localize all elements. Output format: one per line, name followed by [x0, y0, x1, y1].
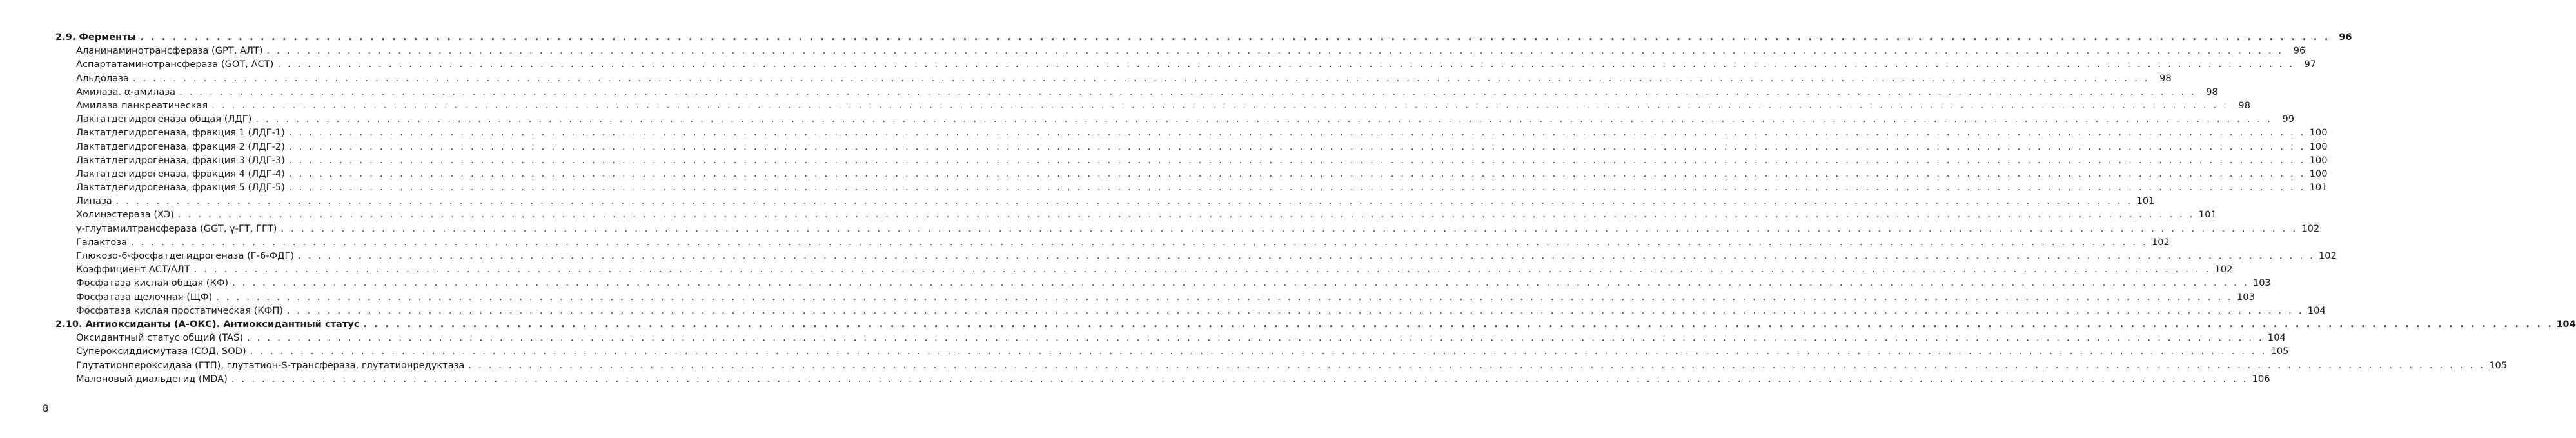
toc-page-number: 100 [2309, 154, 2328, 166]
toc-entry-row [55, 85, 2218, 99]
toc-title: Оксидантный статус общий (TAS) [76, 332, 244, 344]
toc-entry-row [55, 99, 2250, 112]
toc-dot-leader: . . . . . . . . . . . . . . . . . . . . . . . . . . . . . . . . . . . . . . . . . . . . . . . . . . . . . . . . . . . . . . . . . . . . . . . . . . . . . . . . . . . . . . . . . . . . . . . . . . . . . . . . . . . . . . . . . . . . . . . . . . . . . . . . . . . . . . . . . . . . . . . . . . . . . . . . . . . . . . . . . . . . . . . . . . . . . . . . . . . . . . . . . . . . . . . . . . . . . . . . [232, 277, 2249, 289]
toc-dot-leader: . . . . . . . . . . . . . . . . . . . . . . . . . . . . . . . . . . . . . . . . . . . . . . . . . . . . . . . . . . . . . . . . . . . . . . . . . . . . . . . . . . . . . . . . . . . . . . . . . . . . . . . . . . . . . . . . . . . . . . . . . . . . . . . . . . . . . . . . . . . . . . . . . . . . . . . . . . . . . . . . . . . . . . . . . . . . . . . . . . . . . . . . . . . . . . . . . . . . . . . . [177, 209, 2195, 221]
toc-page-number: 101 [2136, 195, 2155, 207]
toc-entry-row [55, 194, 2155, 208]
toc-entry-row [55, 249, 2337, 263]
toc-title: 2.10. Антиоксиданты (А-ОКС). Антиоксидантный статус [55, 318, 360, 330]
toc-title: Лактатдегидрогеназа общая (ЛДГ) [76, 114, 252, 125]
toc-dot-leader: . . . . . . . . . . . . . . . . . . . . . . . . . . . . . . . . . . . . . . . . . . . . . . . . . . . . . . . . . . . . . . . . . . . . . . . . . . . . . . . . . . . . . . . . . . . . . . . . . . . . . . . . . . . . . . . . . . . . . . . . . . . . . . . . . . . . . . . . . . . . . . . . . . . . . . . . . . . . . . . . . . . . . . . . . . . . . . . . . . . . . . . . . . . . . . . . . . . . . . . . [288, 154, 2306, 166]
toc-entry-row [55, 276, 2271, 290]
toc-page-number: 98 [2238, 99, 2250, 111]
toc-dot-leader: . . . . . . . . . . . . . . . . . . . . . . . . . . . . . . . . . . . . . . . . . . . . . . . . . . . . . . . . . . . . . . . . . . . . . . . . . . . . . . . . . . . . . . . . . . . . . . . . . . . . . . . . . . . . . . . . . . . . . . . . . . . . . . . . . . . . . . . . . . . . . . . . . . . . . . . . . . . . . . . . . . . . . . . . . . . . . . . . . . . . . . . . . . . . . . . . . . . . . . . . [247, 332, 2264, 344]
toc-page-number: 96 [2293, 45, 2306, 57]
table-of-contents [55, 30, 2576, 386]
toc-title: Лактатдегидрогеназа, фракция 5 (ЛДГ-5) [76, 182, 285, 194]
toc-entry-row [55, 263, 2233, 276]
toc-page-number: 96 [2339, 32, 2352, 43]
toc-dot-leader: . . . . . . . . . . . . . . . . . . . . . . . . . . . . . . . . . . . . . . . . . . . . . . . . . . . . . . . . . . . . . . . . . . . . . . . . . . . . . . . . . . . . . . . . . . . . . . . . . . . . . . . . . . . . . . . . . . . . . . . . . . . . . . . . . . . . . . . . . . . . . . . . . . . . . . . . . . . . . . . . . . . . . . . . . . . . . . . . . . . . . . . . . . . . . . . . . . . . . . . . [363, 318, 2554, 330]
toc-dot-leader: . . . . . . . . . . . . . . . . . . . . . . . . . . . . . . . . . . . . . . . . . . . . . . . . . . . . . . . . . . . . . . . . . . . . . . . . . . . . . . . . . . . . . . . . . . . . . . . . . . . . . . . . . . . . . . . . . . . . . . . . . . . . . . . . . . . . . . . . . . . . . . . . . . . . . . . . . . . . . . . . . . . . . . . . . . . . . . . . . . . . . . . . . . . . . . . . . . . . . . . . [132, 72, 2150, 84]
toc-title: 2.9. Ферменты [55, 32, 136, 43]
toc-title: Лактатдегидрогеназа, фракция 4 (ЛДГ-4) [76, 168, 285, 179]
toc-dot-leader: . . . . . . . . . . . . . . . . . . . . . . . . . . . . . . . . . . . . . . . . . . . . . . . . . . . . . . . . . . . . . . . . . . . . . . . . . . . . . . . . . . . . . . . . . . . . . . . . . . . . . . . . . . . . . . . . . . . . . . . . . . . . . . . . . . . . . . . . . . . . . . . . . . . . . . . . . . . . . . . . . . . . . . . . . . . . . . . . . . . . . . . . . . . . . . . . . . . . . . . . [139, 32, 2330, 43]
toc-title: Малоновый диальдегид (MDA) [76, 373, 228, 384]
toc-page-number: 106 [2252, 373, 2270, 384]
toc-entry-row [55, 181, 2328, 194]
toc-title: γ-глутамилтрансфераза (GGT, γ-ГТ, ГГТ) [76, 223, 277, 234]
toc-dot-leader: . . . . . . . . . . . . . . . . . . . . . . . . . . . . . . . . . . . . . . . . . . . . . . . . . . . . . . . . . . . . . . . . . . . . . . . . . . . . . . . . . . . . . . . . . . . . . . . . . . . . . . . . . . . . . . . . . . . . . . . . . . . . . . . . . . . . . . . . . . . . . . . . . . . . . . . . . . . . . . . . . . . . . . . . . . . . . . . . . . . . . . . . . . . . . . . . . . . . . . . . [277, 59, 2295, 70]
toc-entry-row [55, 372, 2270, 386]
toc-page-number: 102 [2301, 223, 2320, 234]
toc-dot-leader: . . . . . . . . . . . . . . . . . . . . . . . . . . . . . . . . . . . . . . . . . . . . . . . . . . . . . . . . . . . . . . . . . . . . . . . . . . . . . . . . . . . . . . . . . . . . . . . . . . . . . . . . . . . . . . . . . . . . . . . . . . . . . . . . . . . . . . . . . . . . . . . . . . . . . . . . . . . . . . . . . . . . . . . . . . . . . . . . . . . . . . . . . . . . . . . . . . . . . . . . [298, 250, 2315, 261]
toc-title: Глюкозо-6-фосфатдегидрогеназа (Г-6-ФДГ) [76, 250, 295, 261]
toc-page-number: 97 [2304, 59, 2317, 70]
toc-entry-row [55, 222, 2320, 235]
toc-section-row [55, 317, 2576, 331]
toc-dot-leader: . . . . . . . . . . . . . . . . . . . . . . . . . . . . . . . . . . . . . . . . . . . . . . . . . . . . . . . . . . . . . . . . . . . . . . . . . . . . . . . . . . . . . . . . . . . . . . . . . . . . . . . . . . . . . . . . . . . . . . . . . . . . . . . . . . . . . . . . . . . . . . . . . . . . . . . . . . . . . . . . . . . . . . . . . . . . . . . . . . . . . . . . . . . . . . . . . . . . . . . . [288, 141, 2306, 152]
toc-title: Амилаза. α-амилаза [76, 86, 176, 97]
toc-page-number: 105 [2270, 346, 2289, 357]
toc-page-number: 101 [2309, 182, 2328, 194]
toc-page-number: 99 [2282, 114, 2295, 125]
toc-page-number: 102 [2318, 250, 2337, 261]
toc-page-number: 102 [2214, 264, 2233, 275]
toc-entry-row [55, 112, 2295, 126]
toc-page-number: 100 [2309, 141, 2328, 152]
toc-entry-row [55, 154, 2328, 167]
toc-entry-row [55, 304, 2326, 317]
toc-title: Холинэстераза (ХЭ) [76, 209, 174, 221]
toc-entry-row [55, 44, 2306, 57]
toc-dot-leader: . . . . . . . . . . . . . . . . . . . . . . . . . . . . . . . . . . . . . . . . . . . . . . . . . . . . . . . . . . . . . . . . . . . . . . . . . . . . . . . . . . . . . . . . . . . . . . . . . . . . . . . . . . . . . . . . . . . . . . . . . . . . . . . . . . . . . . . . . . . . . . . . . . . . . . . . . . . . . . . . . . . . . . . . . . . . . . . . . . . . . . . . . . . . . . . . . . . . . . . . [131, 236, 2148, 248]
toc-dot-leader: . . . . . . . . . . . . . . . . . . . . . . . . . . . . . . . . . . . . . . . . . . . . . . . . . . . . . . . . . . . . . . . . . . . . . . . . . . . . . . . . . . . . . . . . . . . . . . . . . . . . . . . . . . . . . . . . . . . . . . . . . . . . . . . . . . . . . . . . . . . . . . . . . . . . . . . . . . . . . . . . . . . . . . . . . . . . . . . . . . . . . . . . . . . . . . . . . . . . . . . . [288, 182, 2306, 194]
toc-page-number: 101 [2198, 209, 2217, 221]
toc-title: Глутатионпероксидаза (ГТП), глутатион-S-трансфераза, глутатионредуктаза [76, 359, 465, 371]
toc-title: Аспартатаминотрансфераза (GOT, АСТ) [76, 59, 274, 70]
toc-title: Лактатдегидрогеназа, фракция 2 (ЛДГ-2) [76, 141, 285, 152]
toc-title: Аланинаминотрансфераза (GPT, АЛТ) [76, 45, 263, 57]
toc-title: Липаза [76, 195, 112, 207]
toc-title: Лактатдегидрогеназа, фракция 3 (ЛДГ-3) [76, 154, 285, 166]
page-number: 8 [43, 403, 49, 414]
toc-dot-leader: . . . . . . . . . . . . . . . . . . . . . . . . . . . . . . . . . . . . . . . . . . . . . . . . . . . . . . . . . . . . . . . . . . . . . . . . . . . . . . . . . . . . . . . . . . . . . . . . . . . . . . . . . . . . . . . . . . . . . . . . . . . . . . . . . . . . . . . . . . . . . . . . . . . . . . . . . . . . . . . . . . . . . . . . . . . . . . . . . . . . . . . . . . . . . . . . . . . . . . . . [216, 291, 2233, 303]
toc-dot-leader: . . . . . . . . . . . . . . . . . . . . . . . . . . . . . . . . . . . . . . . . . . . . . . . . . . . . . . . . . . . . . . . . . . . . . . . . . . . . . . . . . . . . . . . . . . . . . . . . . . . . . . . . . . . . . . . . . . . . . . . . . . . . . . . . . . . . . . . . . . . . . . . . . . . . . . . . . . . . . . . . . . . . . . . . . . . . . . . . . . . . . . . . . . . . . . . . . . . . . . . . [288, 127, 2306, 139]
toc-dot-leader: . . . . . . . . . . . . . . . . . . . . . . . . . . . . . . . . . . . . . . . . . . . . . . . . . . . . . . . . . . . . . . . . . . . . . . . . . . . . . . . . . . . . . . . . . . . . . . . . . . . . . . . . . . . . . . . . . . . . . . . . . . . . . . . . . . . . . . . . . . . . . . . . . . . . . . . . . . . . . . . . . . . . . . . . . . . . . . . . . . . . . . . . . . . . . . . . . . . . . . . . [115, 195, 2133, 207]
toc-dot-leader: . . . . . . . . . . . . . . . . . . . . . . . . . . . . . . . . . . . . . . . . . . . . . . . . . . . . . . . . . . . . . . . . . . . . . . . . . . . . . . . . . . . . . . . . . . . . . . . . . . . . . . . . . . . . . . . . . . . . . . . . . . . . . . . . . . . . . . . . . . . . . . . . . . . . . . . . . . . . . . . . . . . . . . . . . . . . . . . . . . . . . . . . . . . . . . . . . . . . . . . . [266, 45, 2284, 57]
toc-page-number: 104 [2267, 332, 2286, 344]
toc-page-number: 104 [2307, 304, 2326, 316]
toc-section-row [55, 30, 2352, 44]
toc-dot-leader: . . . . . . . . . . . . . . . . . . . . . . . . . . . . . . . . . . . . . . . . . . . . . . . . . . . . . . . . . . . . . . . . . . . . . . . . . . . . . . . . . . . . . . . . . . . . . . . . . . . . . . . . . . . . . . . . . . . . . . . . . . . . . . . . . . . . . . . . . . . . . . . . . . . . . . . . . . . . . . . . . . . . . . . . . . . . . . . . . . . . . . . . . . . . . . . . . . . . . . . . [280, 223, 2298, 234]
toc-page-number: 103 [2252, 277, 2271, 289]
toc-dot-leader: . . . . . . . . . . . . . . . . . . . . . . . . . . . . . . . . . . . . . . . . . . . . . . . . . . . . . . . . . . . . . . . . . . . . . . . . . . . . . . . . . . . . . . . . . . . . . . . . . . . . . . . . . . . . . . . . . . . . . . . . . . . . . . . . . . . . . . . . . . . . . . . . . . . . . . . . . . . . . . . . . . . . . . . . . . . . . . . . . . . . . . . . . . . . . . . . . . . . . . . . [287, 304, 2304, 316]
toc-entry-row [55, 126, 2328, 139]
toc-dot-leader: . . . . . . . . . . . . . . . . . . . . . . . . . . . . . . . . . . . . . . . . . . . . . . . . . . . . . . . . . . . . . . . . . . . . . . . . . . . . . . . . . . . . . . . . . . . . . . . . . . . . . . . . . . . . . . . . . . . . . . . . . . . . . . . . . . . . . . . . . . . . . . . . . . . . . . . . . . . . . . . . . . . . . . . . . . . . . . . . . . . . . . . . . . . . . . . . . . . . . . . . [288, 168, 2306, 179]
toc-title: Фосфатаза щелочная (ЩФ) [76, 291, 213, 303]
toc-page-number: 105 [2489, 359, 2508, 371]
toc-dot-leader: . . . . . . . . . . . . . . . . . . . . . . . . . . . . . . . . . . . . . . . . . . . . . . . . . . . . . . . . . . . . . . . . . . . . . . . . . . . . . . . . . . . . . . . . . . . . . . . . . . . . . . . . . . . . . . . . . . . . . . . . . . . . . . . . . . . . . . . . . . . . . . . . . . . . . . . . . . . . . . . . . . . . . . . . . . . . . . . . . . . . . . . . . . . . . . . . . . . . . . . . [468, 359, 2486, 371]
toc-title: Фосфатаза кислая общая (КФ) [76, 277, 229, 289]
toc-entry-row [55, 167, 2328, 181]
toc-entry-row [55, 140, 2328, 154]
toc-title: Фосфатаза кислая простатическая (КФП) [76, 304, 284, 316]
toc-page-number: 103 [2237, 291, 2255, 303]
toc-entry-row [55, 208, 2217, 221]
toc-title: Супероксиддисмутаза (СОД, SOD) [76, 346, 246, 357]
toc-title: Галактоза [76, 236, 128, 248]
toc-entry-row [55, 344, 2289, 358]
toc-entry-row [55, 72, 2172, 85]
toc-page-number: 104 [2556, 318, 2576, 330]
toc-title: Коэффициент АСТ/АЛТ [76, 264, 190, 275]
toc-entry-row [55, 359, 2508, 372]
toc-title: Альдолаза [76, 72, 129, 84]
toc-page-number: 102 [2151, 236, 2170, 248]
toc-dot-leader: . . . . . . . . . . . . . . . . . . . . . . . . . . . . . . . . . . . . . . . . . . . . . . . . . . . . . . . . . . . . . . . . . . . . . . . . . . . . . . . . . . . . . . . . . . . . . . . . . . . . . . . . . . . . . . . . . . . . . . . . . . . . . . . . . . . . . . . . . . . . . . . . . . . . . . . . . . . . . . . . . . . . . . . . . . . . . . . . . . . . . . . . . . . . . . . . . . . . . . . . [255, 114, 2273, 125]
toc-entry-row [55, 331, 2286, 344]
toc-title: Амилаза панкреатическая [76, 99, 208, 111]
toc-entry-row [55, 235, 2170, 249]
toc-dot-leader: . . . . . . . . . . . . . . . . . . . . . . . . . . . . . . . . . . . . . . . . . . . . . . . . . . . . . . . . . . . . . . . . . . . . . . . . . . . . . . . . . . . . . . . . . . . . . . . . . . . . . . . . . . . . . . . . . . . . . . . . . . . . . . . . . . . . . . . . . . . . . . . . . . . . . . . . . . . . . . . . . . . . . . . . . . . . . . . . . . . . . . . . . . . . . . . . . . . . . . . . [231, 373, 2248, 384]
toc-page-number: 98 [2206, 86, 2218, 97]
toc-title: Лактатдегидрогеназа, фракция 1 (ЛДГ-1) [76, 127, 285, 139]
toc-dot-leader: . . . . . . . . . . . . . . . . . . . . . . . . . . . . . . . . . . . . . . . . . . . . . . . . . . . . . . . . . . . . . . . . . . . . . . . . . . . . . . . . . . . . . . . . . . . . . . . . . . . . . . . . . . . . . . . . . . . . . . . . . . . . . . . . . . . . . . . . . . . . . . . . . . . . . . . . . . . . . . . . . . . . . . . . . . . . . . . . . . . . . . . . . . . . . . . . . . . . . . . . [193, 264, 2211, 275]
toc-page-number: 100 [2309, 168, 2328, 179]
toc-dot-leader: . . . . . . . . . . . . . . . . . . . . . . . . . . . . . . . . . . . . . . . . . . . . . . . . . . . . . . . . . . . . . . . . . . . . . . . . . . . . . . . . . . . . . . . . . . . . . . . . . . . . . . . . . . . . . . . . . . . . . . . . . . . . . . . . . . . . . . . . . . . . . . . . . . . . . . . . . . . . . . . . . . . . . . . . . . . . . . . . . . . . . . . . . . . . . . . . . . . . . . . . [211, 99, 2228, 111]
toc-entry-row [55, 290, 2255, 304]
toc-page-number: 100 [2309, 127, 2328, 139]
toc-dot-leader: . . . . . . . . . . . . . . . . . . . . . . . . . . . . . . . . . . . . . . . . . . . . . . . . . . . . . . . . . . . . . . . . . . . . . . . . . . . . . . . . . . . . . . . . . . . . . . . . . . . . . . . . . . . . . . . . . . . . . . . . . . . . . . . . . . . . . . . . . . . . . . . . . . . . . . . . . . . . . . . . . . . . . . . . . . . . . . . . . . . . . . . . . . . . . . . . . . . . . . . . [250, 346, 2267, 357]
toc-dot-leader: . . . . . . . . . . . . . . . . . . . . . . . . . . . . . . . . . . . . . . . . . . . . . . . . . . . . . . . . . . . . . . . . . . . . . . . . . . . . . . . . . . . . . . . . . . . . . . . . . . . . . . . . . . . . . . . . . . . . . . . . . . . . . . . . . . . . . . . . . . . . . . . . . . . . . . . . . . . . . . . . . . . . . . . . . . . . . . . . . . . . . . . . . . . . . . . . . . . . . . . . [179, 86, 2196, 97]
toc-page-number: 98 [2159, 72, 2172, 84]
toc-entry-row [55, 57, 2317, 71]
